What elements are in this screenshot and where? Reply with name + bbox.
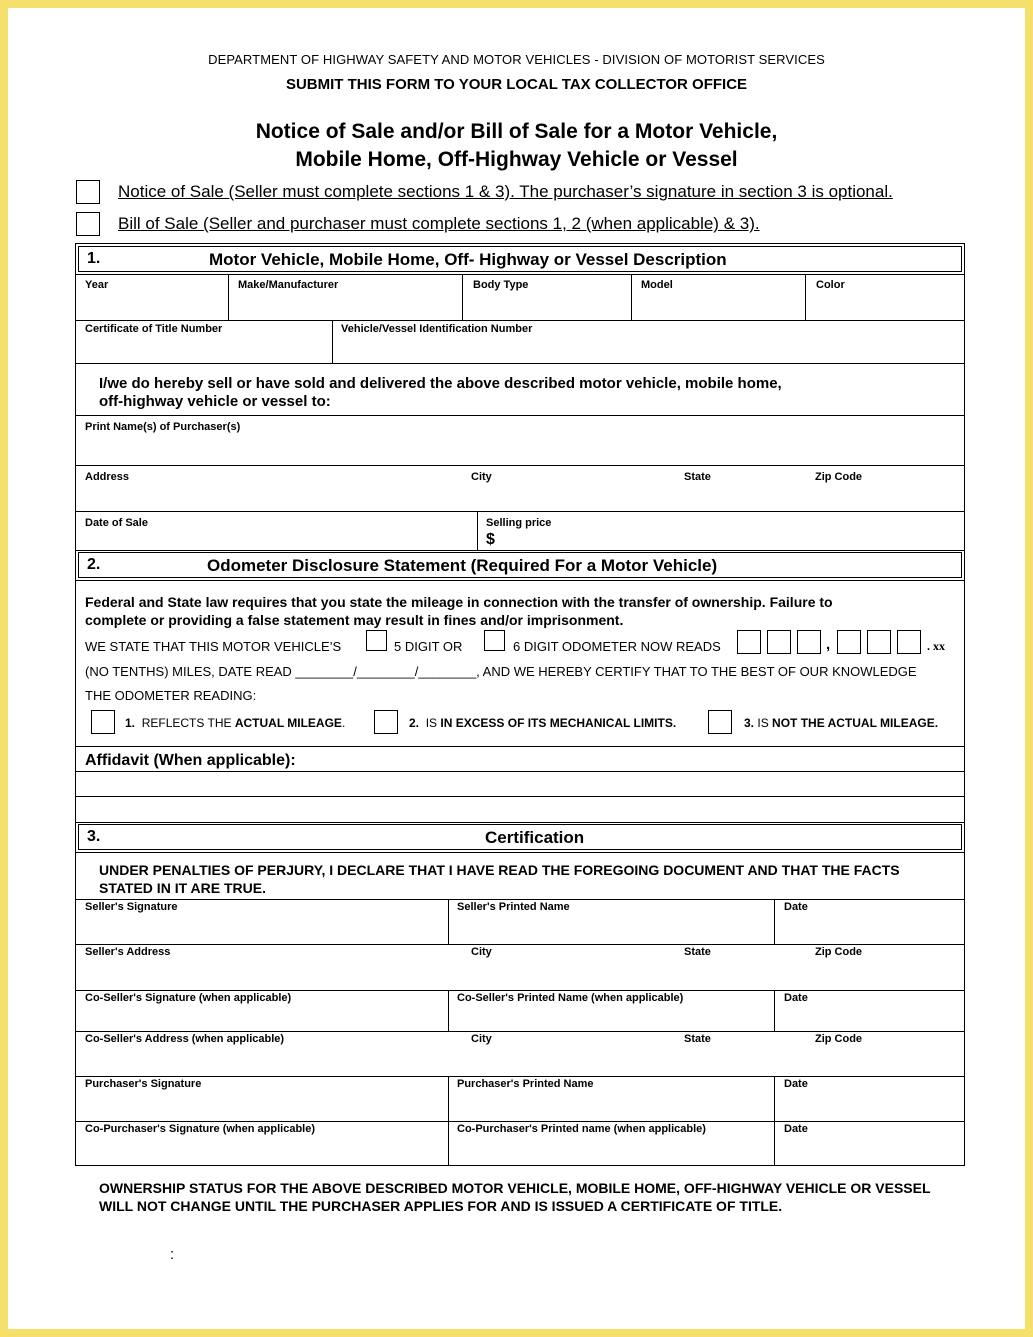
odometer-digit-5[interactable] (867, 630, 891, 654)
not-actual-mileage-checkbox[interactable] (708, 710, 732, 734)
coseller-date-label: Date (784, 992, 808, 1004)
ownership-notice-line2: WILL NOT CHANGE UNTIL THE PURCHASER APPLIES FOR AND IS ISSUED A CERTIFICATE OF TITLE. (99, 1198, 783, 1214)
divider (76, 1121, 964, 1122)
we-state-text: WE STATE THAT THIS MOTOR VEHICLE’S (85, 639, 342, 654)
section1-number: 1. (87, 250, 101, 267)
divider (448, 990, 449, 1031)
excess-mileage-option: 2. IS IN EXCESS OF ITS MECHANICAL LIMITS. (409, 716, 677, 730)
vin-label: Vehicle/Vessel Identification Number (341, 323, 533, 335)
body-type-label: Body Type (473, 279, 529, 291)
odometer-digit-6[interactable] (897, 630, 921, 654)
copurchaser-printed-name-label: Co-Purchaser's Printed name (when applicable) (457, 1123, 706, 1135)
coseller-zip-label: Zip Code (815, 1033, 863, 1045)
odometer-digit-2[interactable] (767, 630, 791, 654)
coseller-signature-label: Co-Seller's Signature (when applicable) (85, 992, 292, 1004)
section3-number: 3. (87, 828, 101, 845)
bill-of-sale-option (76, 212, 760, 236)
section3-header (78, 824, 962, 850)
divider (228, 274, 229, 320)
actual-mileage-checkbox[interactable] (91, 710, 115, 734)
ownership-notice (99, 1179, 931, 1215)
copurchaser-signature-label: Co-Purchaser's Signature (when applicable) (85, 1123, 316, 1135)
six-digit-label: 6 DIGIT ODOMETER NOW READS (513, 639, 721, 654)
date-of-sale-label: Date of Sale (85, 517, 148, 529)
perjury-line2: STATED IN IT ARE TRUE. (99, 880, 266, 896)
divider (76, 796, 964, 797)
divider (76, 822, 964, 823)
date-read-text: (NO TENTHS) MILES, DATE READ ________/________/________, AND WE HEREBY CERTIFY THAT TO THE BEST OF OUR KNOWLEDGE (85, 664, 917, 679)
section1-header (78, 246, 962, 272)
seller-city-label: City (471, 946, 492, 958)
form-title-line1: Notice of Sale and/or Bill of Sale for a Motor Vehicle, (255, 120, 778, 143)
divider (76, 899, 964, 900)
purchaser-date-label: Date (784, 1078, 808, 1090)
purchaser-signature-label: Purchaser's Signature (85, 1078, 202, 1090)
divider (76, 363, 964, 364)
divider (332, 320, 333, 363)
divider (631, 274, 632, 320)
odometer-digit-3[interactable] (797, 630, 821, 654)
stray-colon: : (170, 1246, 175, 1263)
department-header: DEPARTMENT OF HIGHWAY SAFETY AND MOTOR VEHICLES - DIVISION OF MOTORIST SERVICES (208, 52, 825, 67)
law-statement-line1: Federal and State law requires that you state the mileage in connection with the transfer of ownership. Failure to (85, 594, 833, 610)
city-label: City (471, 471, 492, 483)
affidavit-label: Affidavit (When applicable): (85, 752, 296, 769)
odometer-digit-4[interactable] (837, 630, 861, 654)
purchaser-printed-name-label: Purchaser's Printed Name (457, 1078, 594, 1090)
seller-printed-name-label: Seller's Printed Name (457, 901, 570, 913)
divider (76, 1076, 964, 1077)
title-number-label: Certificate of Title Number (85, 323, 223, 335)
excess-mileage-checkbox[interactable] (374, 710, 398, 734)
divider (76, 771, 964, 772)
divider (76, 944, 964, 945)
perjury-statement (99, 861, 900, 897)
make-label: Make/Manufacturer (238, 279, 339, 291)
address-label: Address (85, 471, 130, 483)
divider (774, 899, 775, 944)
bill-of-sale-label: Bill of Sale (Seller and purchaser must complete sections 1, 2 (when applicable) & 3). (118, 214, 760, 233)
form-title-line2: Mobile Home, Off-Highway Vehicle or Vessel (295, 148, 738, 171)
divider (774, 990, 775, 1031)
model-label: Model (641, 279, 673, 291)
odometer-comma: , (826, 636, 831, 653)
section3-title: Certification (485, 828, 585, 847)
section2-number: 2. (87, 556, 101, 573)
section2-title: Odometer Disclosure Statement (Required For a Motor Vehicle) (207, 556, 718, 575)
notice-of-sale-label: Notice of Sale (Seller must complete sections 1 & 3). The purchaser’s signature in section 3 is optional. (118, 182, 893, 201)
perjury-line1: UNDER PENALTIES OF PERJURY, I DECLARE THAT I HAVE READ THE FOREGOING DOCUMENT AND THAT THE FACTS (99, 862, 900, 878)
divider (76, 550, 964, 551)
not-actual-mileage-option: 3. IS NOT THE ACTUAL MILEAGE. (744, 716, 939, 730)
copurchaser-date-label: Date (784, 1123, 808, 1135)
law-statement (85, 593, 833, 629)
seller-address-label: Seller's Address (85, 946, 171, 958)
divider (76, 465, 964, 466)
divider (76, 746, 964, 747)
coseller-printed-name-label: Co-Seller's Printed Name (when applicable) (457, 992, 684, 1004)
sale-statement (99, 375, 782, 411)
coseller-state-label: State (684, 1033, 711, 1045)
six-digit-checkbox[interactable] (484, 630, 505, 651)
notice-of-sale-checkbox[interactable] (76, 180, 100, 204)
divider (76, 415, 964, 416)
odometer-tenths: . xx (927, 639, 945, 653)
divider (76, 852, 964, 853)
seller-state-label: State (684, 946, 711, 958)
year-label: Year (85, 279, 109, 291)
divider (76, 274, 964, 275)
odometer-reading-text: THE ODOMETER READING: (85, 688, 257, 703)
seller-zip-label: Zip Code (815, 946, 863, 958)
divider (805, 274, 806, 320)
notice-of-sale-option (76, 180, 893, 204)
submit-instruction: SUBMIT THIS FORM TO YOUR LOCAL TAX COLLECTOR OFFICE (285, 76, 748, 93)
divider (477, 511, 478, 550)
divider (76, 320, 964, 321)
divider (76, 511, 964, 512)
dollar-sign: $ (486, 531, 495, 548)
coseller-city-label: City (471, 1033, 492, 1045)
sale-statement-line2: off-highway vehicle or vessel to: (99, 393, 331, 410)
divider (448, 899, 449, 944)
purchaser-names-label: Print Name(s) of Purchaser(s) (85, 421, 241, 433)
five-digit-checkbox[interactable] (366, 630, 387, 651)
state-label: State (684, 471, 711, 483)
color-label: Color (816, 279, 845, 291)
section1-title: Motor Vehicle, Mobile Home, Off- Highway or Vessel Description (209, 250, 727, 269)
divider (76, 990, 964, 991)
seller-date-label: Date (784, 901, 808, 913)
form-title (8, 118, 1025, 174)
actual-mileage-option: 1. REFLECTS THE ACTUAL MILEAGE. (125, 716, 346, 730)
selling-price-label: Selling price (486, 517, 552, 529)
sale-statement-line1: I/we do hereby sell or have sold and delivered the above described motor vehicle, mobile home, (99, 375, 782, 392)
ownership-notice-line1: OWNERSHIP STATUS FOR THE ABOVE DESCRIBED MOTOR VEHICLE, MOBILE HOME, OFF-HIGHWAY VEHICLE OR VESSEL (99, 1180, 931, 1196)
zip-label: Zip Code (815, 471, 863, 483)
form-table (75, 243, 965, 1166)
bill-of-sale-checkbox[interactable] (76, 212, 100, 236)
law-statement-line2: complete or providing a false statement may result in fines and/or imprisonment. (85, 612, 624, 628)
odometer-digit-1[interactable] (737, 630, 761, 654)
form-page (8, 8, 1025, 1329)
divider (76, 580, 964, 581)
five-digit-label: 5 DIGIT OR (394, 639, 463, 654)
seller-signature-label: Seller's Signature (85, 901, 178, 913)
section2-header (78, 552, 962, 578)
divider (462, 274, 463, 320)
coseller-address-label: Co-Seller's Address (when applicable) (85, 1033, 285, 1045)
divider (76, 1031, 964, 1032)
